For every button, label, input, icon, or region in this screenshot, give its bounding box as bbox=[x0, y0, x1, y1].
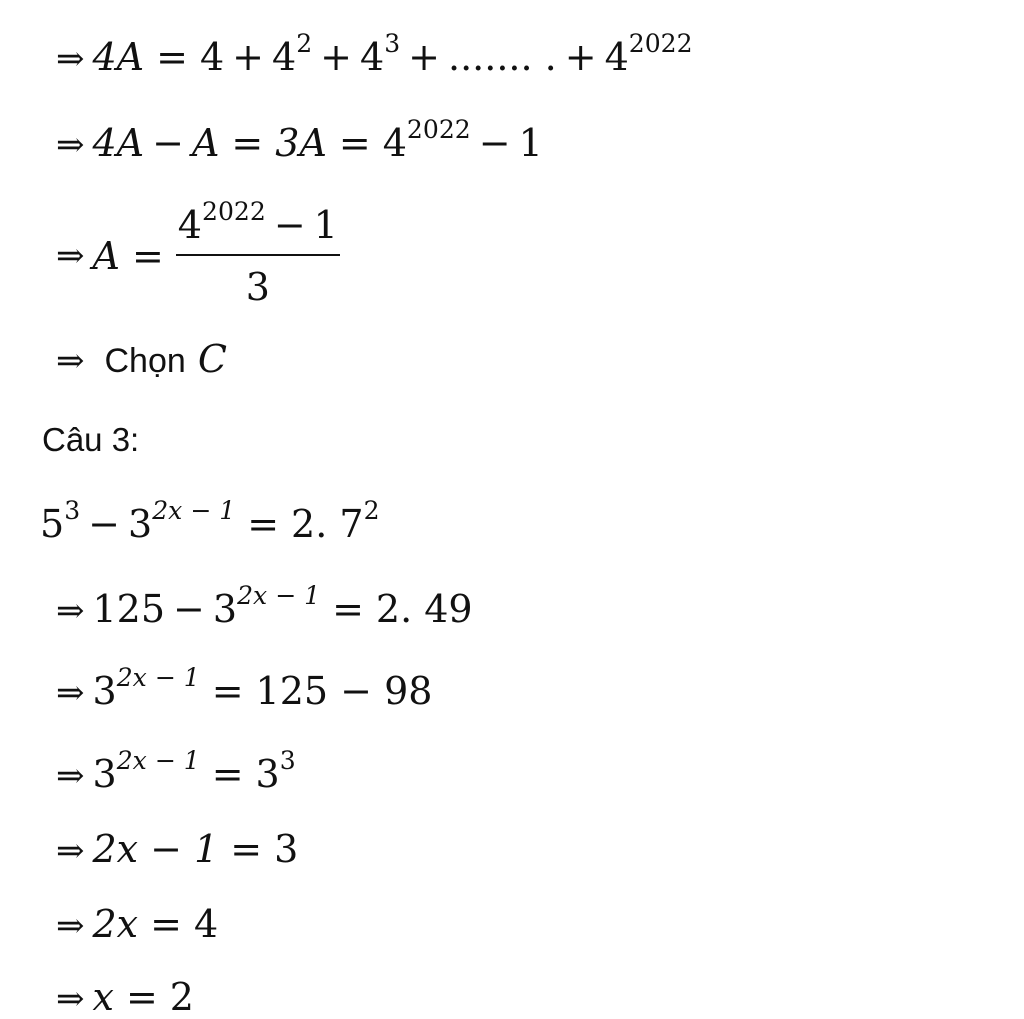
fraction-numerator: $4^{2022} - 1$ bbox=[176, 206, 340, 256]
equation-line-10: ⇒ 2x = 4 bbox=[56, 902, 219, 946]
question-heading: Câu 3: bbox=[42, 421, 140, 458]
equation-line-11: ⇒ x = 2 bbox=[56, 975, 194, 1019]
implies-arrow: ⇒ bbox=[56, 591, 85, 631]
answer-letter: C bbox=[197, 337, 227, 381]
equation-line-5: $5^3 - 3^{2x - 1} = 2$. $7^2$ bbox=[40, 495, 380, 546]
implies-arrow: ⇒ bbox=[56, 831, 85, 871]
equation-line-6: ⇒ $125 - 3^{2x - 1} = 2$. 49 bbox=[56, 580, 473, 631]
ellipsis: ....... . bbox=[448, 35, 557, 79]
answer-line bbox=[56, 337, 227, 381]
equation-line-3: ⇒ A = $\frac{4^{2022} - 1}{3}$ bbox=[56, 196, 338, 309]
implies-arrow: ⇒ bbox=[56, 39, 85, 79]
equation-line-2: ⇒ $4A - A = 3A = 4^{2022} - 1$ bbox=[56, 114, 543, 165]
implies-arrow: ⇒ bbox=[56, 906, 85, 946]
fraction bbox=[176, 196, 340, 309]
equation-line-7: ⇒ $3^{2x - 1} = 125 - 98$ bbox=[56, 662, 433, 713]
implies-arrow: ⇒ bbox=[56, 125, 85, 165]
implies-arrow: ⇒ bbox=[56, 236, 85, 276]
equation-line-9: ⇒ 2x − 1 = 3 bbox=[56, 827, 299, 871]
implies-arrow: ⇒ bbox=[56, 341, 85, 381]
implies-arrow: ⇒ bbox=[56, 673, 85, 713]
lhs: 4A bbox=[92, 35, 145, 79]
implies-arrow: ⇒ bbox=[56, 756, 85, 796]
fraction-denominator: 3 bbox=[245, 265, 270, 309]
choose-text: Chọn bbox=[104, 342, 186, 380]
equation-line-8: ⇒ $3^{2x - 1} = 3^3$ bbox=[56, 745, 296, 796]
implies-arrow: ⇒ bbox=[56, 979, 85, 1019]
equation-line-1: ⇒ $4A = 4 + 4^2 + 4^3$ + ....... . + $4^{2022}$ bbox=[56, 28, 693, 79]
